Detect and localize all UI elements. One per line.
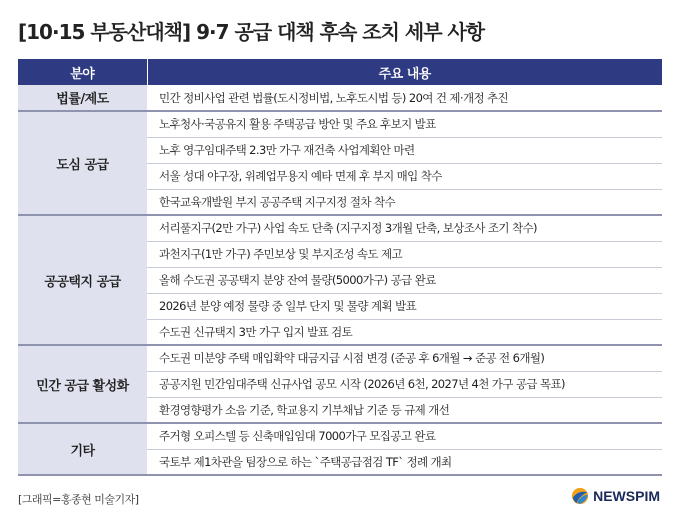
newspim-globe-icon — [571, 487, 589, 505]
content-cell: 과천지구(1만 가구) 주민보상 및 부지조성 속도 제고 — [147, 241, 662, 267]
content-cell: 2026년 분양 예정 물량 중 일부 단지 및 물량 계획 발표 — [147, 293, 662, 319]
category-cell: 민간 공급 활성화 — [18, 345, 147, 423]
content-cell: 환경영향평가 소음 기준, 학교용지 기부채납 기준 등 규제 개선 — [147, 397, 662, 423]
category-cell: 법률/제도 — [18, 85, 147, 111]
table-row — [18, 85, 662, 111]
newspim-logo — [571, 487, 660, 505]
content-cell: 서리풀지구(2만 가구) 사업 속도 단축 (지구지정 3개월 단축, 보상조사 조기 착수) — [147, 215, 662, 241]
category-cell: 공공택지 공급 — [18, 215, 147, 345]
table-row — [18, 111, 662, 137]
content-cell: 한국교육개발원 부지 공공주택 지구지정 절차 착수 — [147, 189, 662, 215]
table-row — [18, 345, 662, 371]
content-cell: 수도권 신규택지 3만 가구 입지 발표 검토 — [147, 319, 662, 345]
content-cell: 수도권 미분양 주택 매입확약 대금지급 시점 변경 (준공 후 6개월 → 준공 전 6개월) — [147, 345, 662, 371]
page-title: [10·15 부동산대책] 9·7 공급 대책 후속 조치 세부 사항 — [18, 20, 485, 44]
content-cell: 올해 수도권 공공택지 분양 잔여 물량(5000가구) 공급 완료 — [147, 267, 662, 293]
measures-table — [18, 59, 662, 476]
content-cell: 노후청사·국공유지 활용 주택공급 방안 및 주요 후보지 발표 — [147, 111, 662, 137]
column-header-content: 주요 내용 — [147, 59, 662, 85]
table-row — [18, 215, 662, 241]
graphic-credit: [그래픽=홍종현 미술기자] — [18, 493, 139, 506]
category-cell: 기타 — [18, 423, 147, 475]
logo-text: NEWSPIM — [593, 488, 660, 504]
content-cell: 서울 성대 야구장, 위례업무용지 예타 면제 후 부지 매입 착수 — [147, 163, 662, 189]
content-cell: 노후 영구임대주택 2.3만 가구 재건축 사업계획안 마련 — [147, 137, 662, 163]
category-cell: 도심 공급 — [18, 111, 147, 215]
content-cell: 공공지원 민간임대주택 신규사업 공모 시작 (2026년 6천, 2027년 4천 가구 공급 목표) — [147, 371, 662, 397]
content-cell: 주거형 오피스텔 등 신축매입임대 7000가구 모집공고 완료 — [147, 423, 662, 449]
content-cell: 민간 정비사업 관련 법률(도시정비법, 노후도시법 등) 20여 건 제·개정 추진 — [147, 85, 662, 111]
content-cell: 국토부 제1차관을 팀장으로 하는 `주택공급점검 TF` 정례 개최 — [147, 449, 662, 475]
column-header-category: 분야 — [18, 59, 147, 85]
table-row — [18, 423, 662, 449]
table-header-row — [18, 59, 662, 85]
